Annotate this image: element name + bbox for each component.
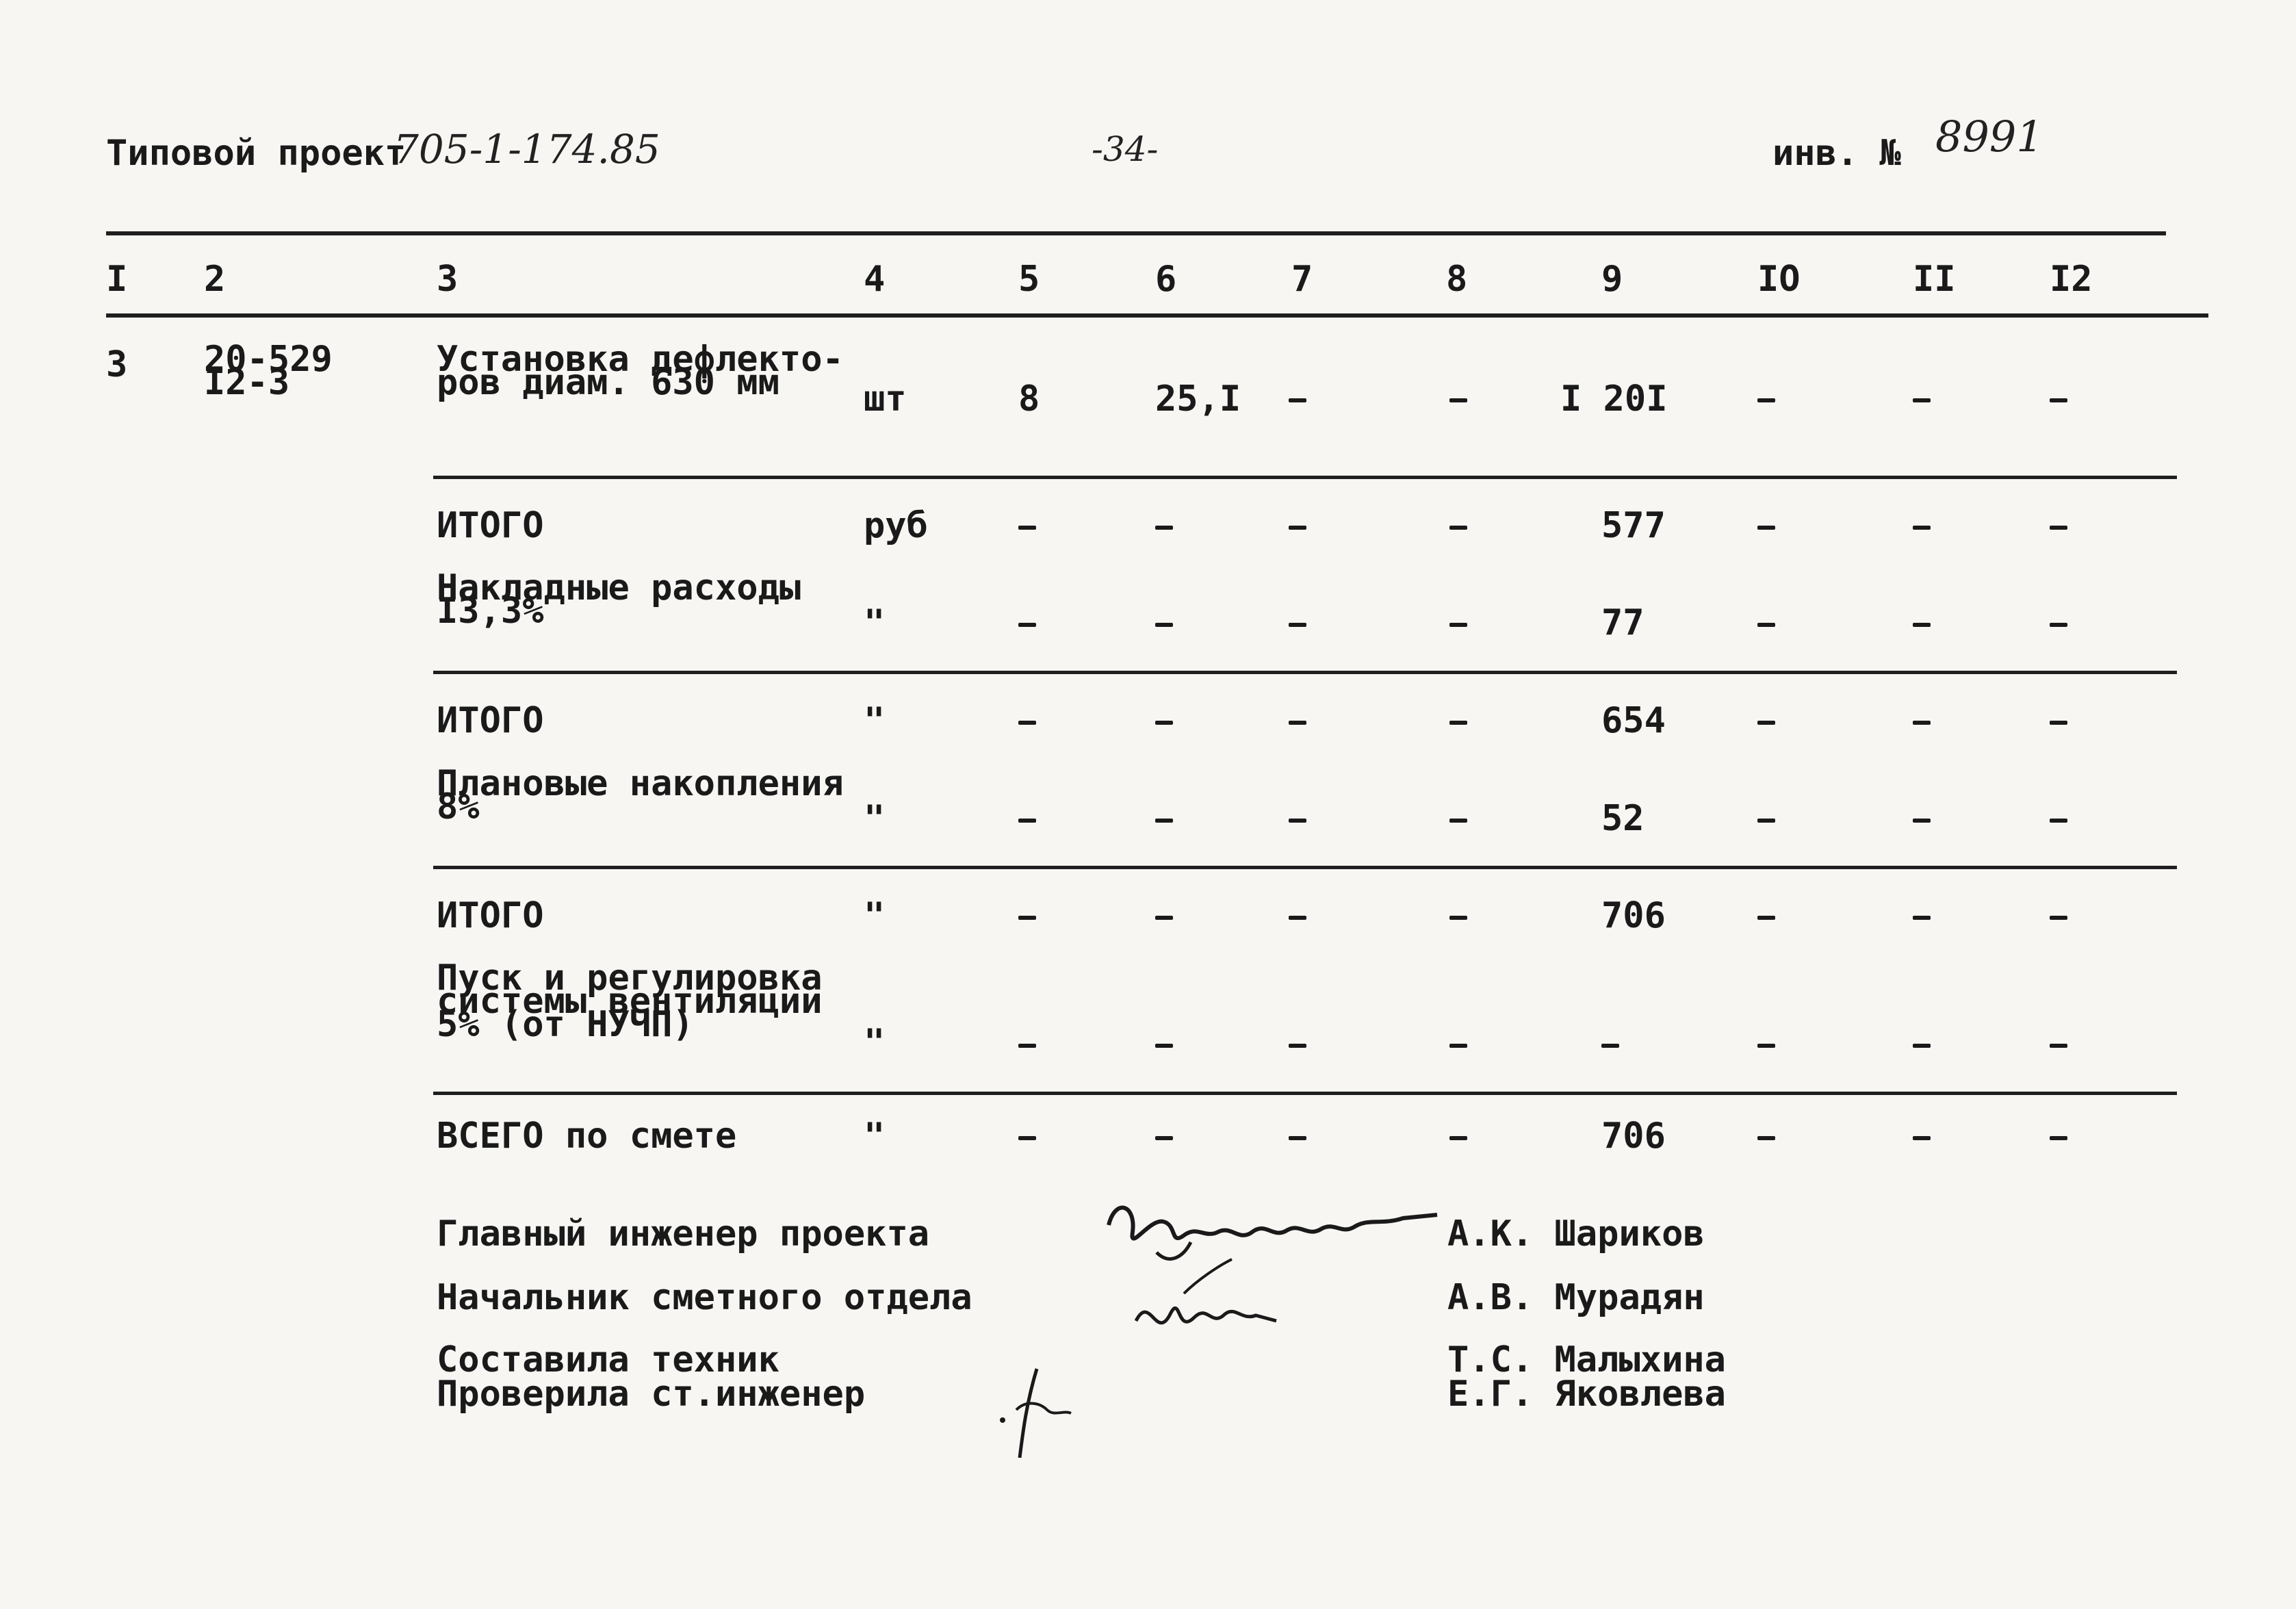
- itogo-1-c8-dash: [1449, 526, 1467, 530]
- overhead-c12-dash: [2050, 623, 2067, 627]
- itogo-2-c6-dash: [1155, 721, 1173, 725]
- signature-name-chief-engineer: А.К. Шариков: [1447, 1213, 1705, 1254]
- startup-c7-dash: [1289, 1044, 1306, 1048]
- itogo-3-c7-dash: [1289, 916, 1306, 920]
- item-c12-dash: [2050, 398, 2067, 402]
- total-c12-dash: [2050, 1136, 2067, 1140]
- startup-c5-dash: [1018, 1044, 1036, 1048]
- total-c6-dash: [1155, 1136, 1173, 1140]
- startup-c9-dash: [1601, 1044, 1619, 1048]
- handwritten-signature-2: [1129, 1252, 1293, 1355]
- item-c10-dash: [1757, 398, 1775, 402]
- startup-c8-dash: [1449, 1044, 1467, 1048]
- col-header-10: IO: [1757, 259, 1801, 300]
- itogo-3-c8-dash: [1449, 916, 1467, 920]
- startup-c11-dash: [1913, 1044, 1931, 1048]
- handwritten-signature-3: [985, 1362, 1081, 1465]
- itogo-2-value: 654: [1601, 700, 1666, 741]
- overhead-unit: ": [864, 602, 886, 643]
- itogo-2-c8-dash: [1449, 721, 1467, 725]
- itogo-1-unit: руб: [864, 505, 928, 546]
- col-header-6: 6: [1155, 259, 1177, 300]
- item-quantity: 8: [1018, 378, 1040, 420]
- itogo-2-c12-dash: [2050, 721, 2067, 725]
- itogo-1-c6-dash: [1155, 526, 1173, 530]
- itogo-1-c11-dash: [1913, 526, 1931, 530]
- planned-c5-dash: [1018, 819, 1036, 823]
- col-header-3: 3: [437, 259, 459, 300]
- itogo-1-value: 577: [1601, 505, 1666, 546]
- overhead-c10-dash: [1757, 623, 1775, 627]
- itogo-1-c5-dash: [1018, 526, 1036, 530]
- itogo-3-c6-dash: [1155, 916, 1173, 920]
- startup-c10-dash: [1757, 1044, 1775, 1048]
- item-c7-dash: [1289, 398, 1306, 402]
- planned-c7-dash: [1289, 819, 1306, 823]
- project-label: Типовой проект: [106, 133, 407, 174]
- startup-c6-dash: [1155, 1044, 1173, 1048]
- itogo-1-c7-dash: [1289, 526, 1306, 530]
- item-c8-dash: [1449, 398, 1467, 402]
- itogo-3-c10-dash: [1757, 916, 1775, 920]
- planned-savings-unit: ": [864, 798, 886, 839]
- itogo-2-c10-dash: [1757, 721, 1775, 725]
- col-header-2: 2: [204, 259, 226, 300]
- overhead-c8-dash: [1449, 623, 1467, 627]
- overhead-c6-dash: [1155, 623, 1173, 627]
- signature-role-estimate-head: Начальник сметного отдела: [437, 1277, 972, 1318]
- inv-label: инв. №: [1772, 133, 1901, 174]
- signature-role-technician: Составила техник: [437, 1339, 779, 1380]
- header-bottom-rule: [106, 313, 2208, 318]
- item-name: Установка дефлекто- ров диам. 630 мм: [437, 339, 844, 403]
- itogo-3-label: ИТОГО: [437, 895, 544, 936]
- overhead-value: 77: [1601, 602, 1644, 643]
- subtotal-rule-2: [433, 671, 2177, 674]
- itogo-1-c10-dash: [1757, 526, 1775, 530]
- col-header-12: I2: [2050, 259, 2093, 300]
- itogo-2-c5-dash: [1018, 721, 1036, 725]
- planned-c11-dash: [1913, 819, 1931, 823]
- total-label: ВСЕГО по смете: [437, 1116, 737, 1157]
- signature-role-chief-engineer: Главный инженер проекта: [437, 1213, 930, 1254]
- total-c7-dash: [1289, 1136, 1306, 1140]
- item-code: 20-529 I2-3: [204, 339, 333, 403]
- planned-c12-dash: [2050, 819, 2067, 823]
- overhead-c7-dash: [1289, 623, 1306, 627]
- col-header-8: 8: [1446, 259, 1468, 300]
- itogo-3-c12-dash: [2050, 916, 2067, 920]
- col-header-9: 9: [1601, 259, 1623, 300]
- col-header-7: 7: [1291, 259, 1313, 300]
- inv-number: 8991: [1935, 112, 2043, 162]
- total-c8-dash: [1449, 1136, 1467, 1140]
- signature-name-estimate-head: А.В. Мурадян: [1447, 1277, 1705, 1318]
- signature-name-technician: Т.С. Малыхина: [1447, 1339, 1726, 1380]
- item-unit-cost: 25,I: [1155, 378, 1241, 420]
- overhead-c5-dash: [1018, 623, 1036, 627]
- subtotal-rule-4: [433, 1092, 2177, 1095]
- itogo-2-unit: ": [864, 700, 886, 741]
- col-header-1: I: [106, 259, 128, 300]
- signature-name-checker: Е.Г. Яковлева: [1447, 1374, 1726, 1415]
- subtotal-rule-3: [433, 866, 2177, 869]
- itogo-1-label: ИТОГО: [437, 505, 544, 546]
- subtotal-rule-1: [433, 476, 2177, 479]
- total-c10-dash: [1757, 1136, 1775, 1140]
- item-total: I 20I: [1560, 378, 1668, 420]
- total-c5-dash: [1018, 1136, 1036, 1140]
- itogo-2-c11-dash: [1913, 721, 1931, 725]
- col-header-4: 4: [864, 259, 886, 300]
- planned-c8-dash: [1449, 819, 1467, 823]
- itogo-2-c7-dash: [1289, 721, 1306, 725]
- project-number: 705-1-174.85: [394, 126, 660, 172]
- planned-savings-value: 52: [1601, 798, 1644, 839]
- signature-role-checker: Проверила ст.инженер: [437, 1374, 866, 1415]
- total-value: 706: [1601, 1116, 1666, 1157]
- item-unit: шт: [864, 378, 907, 420]
- col-header-5: 5: [1018, 259, 1040, 300]
- table-top-rule: [106, 231, 2166, 235]
- itogo-3-c11-dash: [1913, 916, 1931, 920]
- item-c11-dash: [1913, 398, 1931, 402]
- total-c11-dash: [1913, 1136, 1931, 1140]
- startup-unit: ": [864, 1022, 886, 1063]
- overhead-c11-dash: [1913, 623, 1931, 627]
- itogo-2-label: ИТОГО: [437, 700, 544, 741]
- itogo-3-c5-dash: [1018, 916, 1036, 920]
- item-number: 3: [106, 344, 128, 385]
- overhead-label: Накладные расходы I3,3%: [437, 567, 801, 632]
- planned-c6-dash: [1155, 819, 1173, 823]
- total-unit: ": [864, 1116, 886, 1157]
- itogo-3-unit: ": [864, 895, 886, 936]
- planned-savings-label: Плановые накопления 8%: [437, 763, 844, 827]
- startup-c12-dash: [2050, 1044, 2067, 1048]
- page-number: -34-: [1092, 129, 1159, 169]
- col-header-11: II: [1913, 259, 1956, 300]
- planned-c10-dash: [1757, 819, 1775, 823]
- itogo-1-c12-dash: [2050, 526, 2067, 530]
- itogo-3-value: 706: [1601, 895, 1666, 936]
- startup-label: Пуск и регулировка системы вентиляции 5% (от НУЧП): [437, 957, 823, 1045]
